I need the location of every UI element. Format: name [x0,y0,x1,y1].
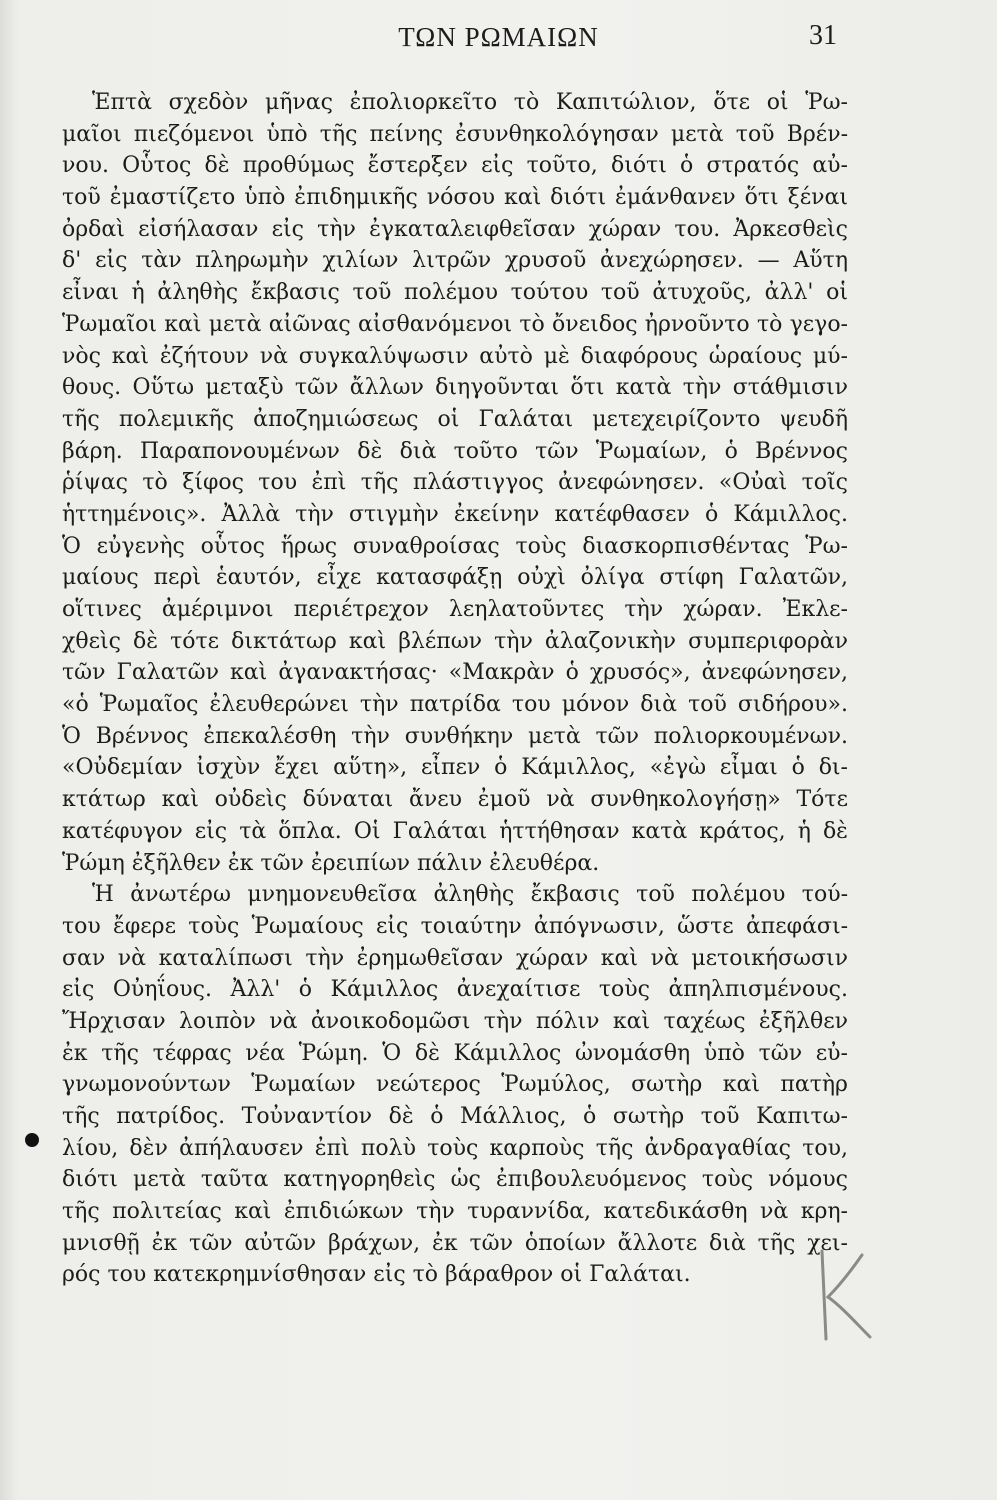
text-line: νου. Οὗτος δὲ προθύμως ἔστερξεν εἰς τοῦτο, διότι ὁ στρατός αὐ- [62,153,848,179]
text-line: τοῦ ἐμαστίζετο ὑπὸ ἐπιδημικῆς νόσου καὶ διότι ἐμάνθανεν ὅτι ξέναι [62,185,848,211]
text-line: εἶναι ἡ ἀληθὴς ἔκβασις τοῦ πολέμου τούτου τοῦ ἀτυχοῦς, ἀλλ' οἱ [62,280,848,306]
text-line: Ἡ ἀνωτέρω μνημονευθεῖσα ἀληθὴς ἔκβασις τοῦ πολέμου τού- [92,882,848,908]
text-line: Ῥώμη ἐξῆλθεν ἐκ τῶν ἐρειπίων πάλιν ἐλευθέρα. [62,850,600,876]
text-line: ἡττημένοις». Ἀλλὰ τὴν στιγμὴν ἐκείνην κατέφθασεν ὁ Κάμιλλος. [62,501,848,527]
handwritten-mark [808,1245,878,1345]
margin-dot-mark [25,1133,39,1147]
text-line: δ' εἰς τὰν πληρωμὴν χιλίων λιτρῶν χρυσοῦ ἀνεχώρησεν. — Αὕτη [62,248,848,274]
text-line: τῆς πατρίδος. Τοὐναντίον δὲ ὁ Μάλλιος, ὁ σωτὴρ τοῦ Καπιτω- [62,1104,848,1129]
page-number: 31 [809,20,837,51]
text-line: Ῥωμαῖοι καὶ μετὰ αἰῶνας αἰσθανόμενοι τὸ ὄνειδος ἠρνοῦντο τὸ γεγο- [62,311,848,337]
text-line: τῆς πολεμικῆς ἀποζημιώσεως οἱ Γαλάται μετεχειρίζοντο ψευδῆ [62,406,848,432]
text-line: χθεὶς δὲ τότε δικτάτωρ καὶ βλέπων τὴν ἀλαζονικὴν συμπεριφορὰν [62,628,848,654]
text-line: Ἑπτὰ σχεδὸν μῆνας ἐπολιορκεῖτο τὸ Καπιτώλιον, ὅτε οἱ Ῥω- [92,90,848,115]
text-line: Ἤρχισαν λοιπὸν νὰ ἀνοικοδομῶσι τὴν πόλιν καὶ ταχέως ἐξῆλθεν [62,1008,848,1034]
text-line: θους. Οὕτω μεταξὺ τῶν ἄλλων διηγοῦνται ὅτι κατὰ τὴν στάθμισιν [62,375,848,401]
body-text [62,87,848,1291]
text-line: τῶν Γαλατῶν καὶ ἀγανακτήσας· «Μακρὰν ὁ χρυσός», ἀνεφώνησεν, [62,660,848,686]
text-line: μαίους περὶ ἑαυτόν, εἶχε κατασφάξῃ οὐχὶ ὀλίγα στίφη Γαλατῶν, [62,565,848,591]
text-line: μαῖοι πιεζόμενοι ὑπὸ τῆς πείνης ἐσυνθηκολόγησαν μετὰ τοῦ Βρέν- [62,121,848,147]
text-line: «Οὐδεμίαν ἰσχὺν ἔχει αὕτη», εἶπεν ὁ Κάμιλλος, «ἐγὼ εἶμαι ὁ δι- [62,755,848,781]
running-title: ΤΩΝ ΡΩΜΑΙΩΝ [398,22,599,52]
text-line: τῆς πολιτείας καὶ ἐπιδιώκων τὴν τυραννίδα, κατεδικάσθη νὰ κρη- [62,1199,848,1225]
text-line: γνωμονούντων Ῥωμαίων νεώτερος Ῥωμύλος, σωτὴρ καὶ πατὴρ [62,1072,848,1098]
text-line: Ὁ εὐγενὴς οὗτος ἥρως συναθροίσας τοὺς διασκορπισθέντας Ῥω- [62,533,848,559]
text-line: κατέφυγον εἰς τὰ ὅπλα. Οἱ Γαλάται ἡττήθησαν κατὰ κράτος, ἡ δὲ [62,818,848,844]
text-line: του ἔφερε τοὺς Ῥωμαίους εἰς τοιαύτην ἀπόγνωσιν, ὥστε ἀπεφάσι- [62,913,848,939]
text-line: ὀρδαὶ εἰσήλασαν εἰς τὴν ἐγκαταλειφθεῖσαν χώραν του. Ἀρκεσθεὶς [62,216,848,242]
text-line: σαν νὰ καταλίπωσι τὴν ἐρημωθεῖσαν χώραν καὶ νὰ μετοικήσωσιν [62,945,848,971]
text-line: κτάτωρ καὶ οὐδεὶς δύναται ἄνευ ἐμοῦ νὰ συνθηκολογήσῃ» Τότε [62,787,848,813]
text-line: μνισθῇ ἐκ τῶν αὐτῶν βράχων, ἐκ τῶν ὁποίων ἄλλοτε διὰ τῆς χει- [62,1230,848,1256]
text-line: εἰς Οὐηΐους. Ἀλλ' ὁ Κάμιλλος ἀνεχαίτισε τοὺς ἀπηλπισμένους. [62,977,848,1003]
text-line: διότι μετὰ ταῦτα κατηγορηθεὶς ὡς ἐπιβουλευόμενος τοὺς νόμους [62,1167,848,1193]
text-line: ἐκ τῆς τέφρας νέα Ῥώμη. Ὁ δὲ Κάμιλλος ὠνομάσθη ὑπὸ τῶν εὐ- [62,1040,848,1066]
text-line: ρός του κατεκρημνίσθησαν εἰς τὸ βάραθρον οἱ Γαλάται. [62,1262,691,1288]
text-line: Ὁ Βρέννος ἐπεκαλέσθη τὴν συνθήκην μετὰ τῶν πολιορκουμένων. [62,723,848,749]
text-line: οἵτινες ἀμέριμνοι περιέτρεχον λεηλατοῦντες τὴν χώραν. Ἐκλε- [62,597,848,622]
text-line: «ὁ Ῥωμαῖος ἐλευθερώνει τὴν πατρίδα του μόνον διὰ τοῦ σιδήρου». [62,692,848,718]
text-line: βάρη. Παραπονουμένων δὲ διὰ τοῦτο τῶν Ῥωμαίων, ὁ Βρέννος [62,438,848,464]
text-line: ῥίψας τὸ ξίφος του ἐπὶ τῆς πλάστιγγος ἀνεφώνησεν. «Οὐαὶ τοῖς [62,470,848,496]
text-line: λίου, δὲν ἀπήλαυσεν ἐπὶ πολὺ τοὺς καρποὺς τῆς ἀνδραγαθίας του, [62,1135,848,1161]
text-line: νὸς καὶ ἐζήτουν νὰ συγκαλύψωσιν αὐτὸ μὲ διαφόρους ὡραίους μύ- [62,343,848,369]
